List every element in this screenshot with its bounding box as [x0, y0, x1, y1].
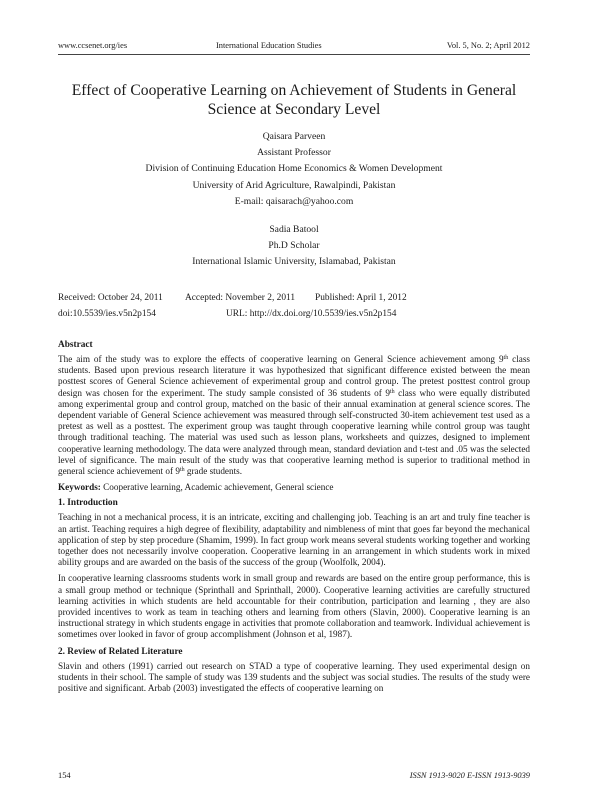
author1-position: Assistant Professor	[257, 147, 331, 159]
keywords	[58, 482, 530, 493]
header-divider	[58, 54, 530, 55]
article-dates	[58, 290, 530, 322]
author2-university: International Islamic University, Islamabad, Pakistan	[192, 256, 396, 268]
author2-position: Ph.D Scholar	[268, 240, 320, 252]
literature-review-paragraph-1: Slavin and others (1991) carried out research on STAD a type of cooperative learning. They used experimental design on students in their school. The sample of study was 139 students and the subject was social studies. The results of the study were positive and significant. Arbab (2003) investigated the effects of cooperative learning on	[58, 660, 530, 694]
page-footer	[58, 771, 530, 783]
page-number: 154	[58, 771, 71, 780]
author1-department: Division of Continuing Education Home Economics & Women Development	[145, 163, 443, 175]
introduction-paragraph-2: In cooperative learning classrooms students work in small group and rewards are based on the entire group performance, this is a small group method or technique (Sprinthall and Sprinthall, 2000). Cooperative learning activities are carefully structured learning activities in which students are held accountable for their contribution, participation and learning , they are also provided incentives to work as team in teaching others and learning from others (Slavin, 2000). Cooperative learning is an instructional strategy in which students engage in activities that promote collaboration and teamwork. Individual achievement is sometimes over looked in favor of group accomplishment (Johnson et al, 1987).	[58, 573, 530, 640]
doi: doi:10.5539/ies.v5n2p154	[58, 309, 156, 319]
author1-university: University of Arid Agriculture, Rawalpindi, Pakistan	[192, 179, 396, 191]
author1-email: E-mail: qaisarach@yahoo.com	[234, 195, 354, 207]
journal-website: www.ccsenet.org/ies	[58, 41, 128, 50]
introduction-paragraph-1: Teaching in not a mechanical process, it is an intricate, exciting and challenging job. Teaching is an art and truly fine teacher is an artist. Teaching requires a high degree of flexibility, adaptability and nimbleness of mint that goes far beyond the mechanical application of step by step procedure (Shamim, 1999). In fact group work means several students working together and working together does not necessarily involve cooperation. Cooperative learning in an arrangement in which students work in mixed ability groups and are awarded on the basis of the success of the group (Woolfolk, 2004).	[58, 512, 530, 568]
issn: ISSN 1913-9020 E-ISSN 1913-9039	[409, 771, 530, 780]
published-date: Published: April 1, 2012	[315, 293, 407, 303]
article-url: URL: http://dx.doi.org/10.5539/ies.v5n2p154	[226, 309, 397, 319]
keywords-label: Keywords:	[58, 482, 101, 493]
accepted-date: Accepted: November 2, 2011	[185, 293, 296, 303]
author2-name: Sadia Batool	[269, 224, 319, 236]
abstract-heading: Abstract	[58, 340, 93, 350]
abstract-text: The aim of the study was to explore the effects of cooperative learning on General Science achievement among 9th class students. Based upon previous research literature it was hypothesized that significant difference existed between the mean posttest scores of General Science achievement of experimental group and control group. The pretest posttest control group design was chosen for the experiment. The study sample consisted of 36 students of 9th class who were equally distributed among experimental group and control group, matched on the basic of their annual examination at general science scores. The dependent variable of General Science achievement was measured through self-constructed 30-item achievement test used as a pretest as well as a posttest. The experiment group was taught through cooperative learning while control group was taught through traditional teaching. The material was used such as lesson plans, worksheets and quizzes, designed to implement cooperative learning methodology. The data were analyzed through mean, standard deviation and t-test and .05 was the selected level of significance. The main result of the study was that cooperative learning method is superior to traditional method in general science achievement of 9th grade students.	[58, 354, 531, 477]
running-header	[58, 41, 530, 53]
received-date: Received: October 24, 2011	[58, 293, 163, 303]
author-block	[58, 129, 530, 271]
introduction-heading: 1. Introduction	[58, 498, 118, 509]
author1-name: Qaisara Parveen	[262, 131, 326, 142]
paper-body	[58, 339, 530, 699]
journal-volume: Vol. 5, No. 2; April 2012	[446, 41, 530, 50]
paper-title: Effect of Cooperative Learning on Achievement of Students in General Science at Secondary Level	[71, 82, 517, 118]
literature-review-heading: 2. Review of Related Literature	[58, 646, 183, 657]
journal-name: International Education Studies	[216, 41, 322, 50]
keywords-text: Cooperative learning, Academic achievement, General science	[100, 482, 334, 493]
